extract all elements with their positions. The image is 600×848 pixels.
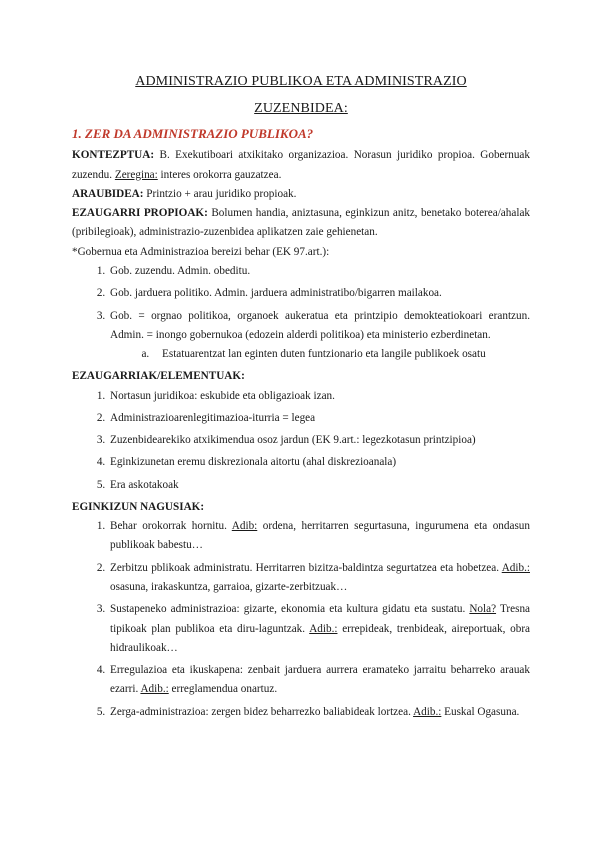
list-item	[108, 661, 530, 700]
araubidea-label: ARAUBIDEA:	[72, 187, 144, 200]
gobernua-note: *Gobernua eta Administrazioa bereizi behar (EK 97.art.):	[72, 245, 330, 258]
list-item	[108, 307, 530, 365]
item-text: Sustapeneko administrazioa: gizarte, ekonomia eta kultura gidatu eta sustatu.	[110, 603, 470, 616]
ezaugarri-propioak-text: Bolumen handia, aniztasuna, eginkizun anitz, benetako boterea/ahalak (pribilegioak), administrazio-zuzenbidea aplikatzen zaie gehienetan.	[72, 207, 530, 239]
item-text: Zerbitzu pblikoak administratu. Herritarren bizitza-baldintza segurtatzea eta hobetzea.	[110, 561, 502, 574]
list-item	[108, 600, 530, 658]
title-line-1: ADMINISTRAZIO PUBLIKOA ETA ADMINISTRAZIO	[135, 74, 467, 89]
list-item	[108, 476, 530, 495]
nola-label: Nola?	[469, 603, 497, 616]
document-title	[72, 68, 530, 123]
example-label: Adib.:	[140, 683, 169, 696]
eginkizun-heading: EGINKIZUN NAGUSIAK:	[72, 500, 205, 513]
list-item	[108, 559, 530, 598]
ezaugarriak-heading: EZAUGARRIAK/ELEMENTUAK:	[72, 370, 245, 383]
list-item	[108, 409, 530, 428]
item-text: Zerga-administrazioa: zergen bidez beharrezko baliabideak lortzea.	[110, 705, 414, 718]
ezaugarriak-list	[72, 387, 530, 495]
list-item-text: Gob. = orgnao politikoa, organoek aukeratua eta printzipio demokteatiokoari erantzun. Admin. = inongo gobernukoa (edozein alderdi politikoa) eta ministerio ezberdinetan.	[110, 309, 530, 341]
list-item-text: Era askotakoak	[110, 478, 179, 491]
example-label: Adib:	[231, 520, 258, 533]
list-item	[108, 703, 530, 722]
kontzeptua-label: KONTEZPTUA:	[72, 149, 155, 162]
list-item	[108, 517, 530, 556]
list-item	[108, 284, 530, 303]
araubidea-text: Printzio + arau juridiko propioak.	[143, 187, 297, 200]
title-line-2: ZUZENBIDEA:	[254, 101, 348, 117]
example-label: Adib.:	[501, 561, 530, 574]
item-text: erreglamendua onartuz.	[168, 683, 278, 696]
ezaugarri-propioak-paragraph	[72, 204, 530, 243]
item-text: ordena, herritarren segurtasuna, ingurumena eta ondasun publikoak babestu…	[110, 520, 530, 552]
araubidea-paragraph	[72, 185, 530, 204]
eginkizun-list	[72, 517, 530, 722]
example-label: Adib.:	[309, 622, 338, 635]
list-item-text: Nortasun juridikoa: eskubide eta obligazioak izan.	[110, 389, 335, 402]
gobernua-list	[72, 262, 530, 364]
list-item-text: Zuzenbidearekiko atxikimendua osoz jardun (EK 9.art.: legezkotasun printzipioa)	[110, 434, 476, 447]
list-item-text: Gob. jarduera politiko. Admin. jarduera administratibo/bigarren mailakoa.	[110, 287, 442, 300]
item-text: Euskal Ogasuna.	[441, 705, 520, 718]
list-item	[108, 453, 530, 472]
item-text: Behar orokorrak hornitu.	[110, 520, 232, 533]
sub-list-item-text: Estatuarentzat lan eginten duten funtzionario eta langile publikoek osatu	[162, 348, 486, 361]
example-label: Adib.:	[413, 705, 442, 718]
list-item	[108, 431, 530, 450]
item-text: Erregulazioa eta ikuskapena: zenbait jarduera aurrera eramateko jarraitu beharreko arauak ezarri.	[110, 664, 530, 696]
list-item-text: Eginkizunetan eremu diskrezionala aitortu (ahal diskrezioanala)	[110, 456, 397, 469]
item-text: osasuna, irakaskuntza, garraioa, gizarte-zerbitzuak…	[110, 580, 348, 593]
list-item-text: Gob. zuzendu. Admin. obeditu.	[110, 264, 251, 277]
item-text: errepideak, trenbideak, aireportuak, obra hidraulikoak…	[110, 622, 531, 654]
list-item-text: Administrazioarenlegitimazioa-iturria = legea	[110, 411, 316, 424]
zeregina-label: Zeregina:	[114, 168, 158, 181]
list-item	[108, 262, 530, 281]
kontzeptua-paragraph	[72, 146, 530, 185]
item-text: Tresna tipikoak plan publikoa eta diru-laguntzak.	[110, 603, 531, 635]
sub-list-item	[152, 345, 530, 364]
ezaugarri-propioak-label: EZAUGARRI PROPIOAK:	[72, 207, 208, 220]
list-item	[108, 387, 530, 406]
kontzeptua-text: B. Exekutiboari atxikitako organizazioa. Norasun juridiko propioa. Gobernuak zuzendu.	[72, 149, 530, 181]
section-heading: 1. ZER DA ADMINISTRAZIO PUBLIKOA?	[72, 125, 314, 141]
sub-list	[110, 345, 530, 364]
kontzeptua-text-2: interes orokorra gauzatzea.	[157, 168, 282, 181]
